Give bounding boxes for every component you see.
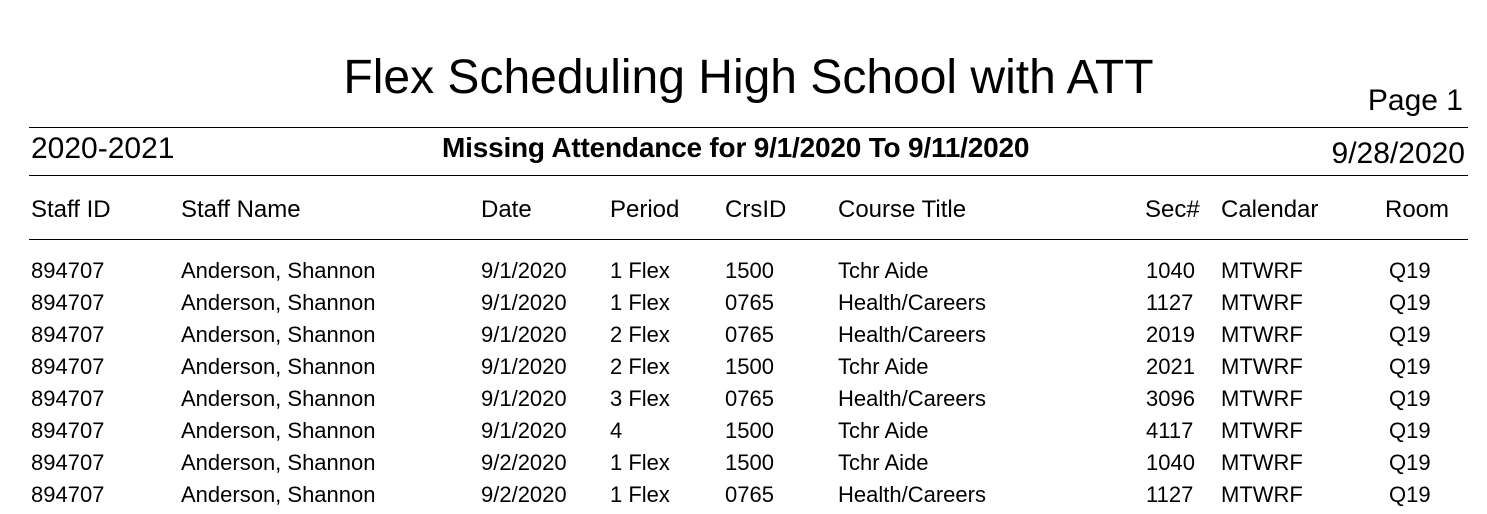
cell-staff-name: Anderson, Shannon — [181, 354, 376, 379]
cell-period: 2 Flex — [610, 322, 670, 347]
cell-room: Q19 — [1389, 482, 1431, 507]
cell-staff-name: Anderson, Shannon — [181, 290, 376, 315]
cell-sec: 2021 — [1146, 354, 1195, 379]
cell-date: 9/1/2020 — [481, 354, 567, 379]
cell-crsid: 0765 — [725, 290, 774, 315]
cell-room: Q19 — [1389, 258, 1431, 283]
cell-date: 9/1/2020 — [481, 322, 567, 347]
cell-date: 9/1/2020 — [481, 418, 567, 443]
cell-staff-name: Anderson, Shannon — [181, 258, 376, 283]
cell-course-title: Tchr Aide — [838, 258, 929, 283]
table-row — [0, 481, 1487, 513]
cell-calendar: MTWRF — [1221, 386, 1303, 411]
cell-crsid: 1500 — [725, 418, 774, 443]
report-title: Flex Scheduling High School with ATT — [343, 51, 1154, 104]
cell-course-title: Tchr Aide — [838, 354, 929, 379]
cell-course-title: Tchr Aide — [838, 450, 929, 475]
cell-staff-name: Anderson, Shannon — [181, 386, 376, 411]
table-row — [0, 353, 1487, 385]
column-header-staff-name: Staff Name — [181, 196, 301, 223]
table-row — [0, 289, 1487, 321]
column-header-sec: Sec# — [1145, 196, 1200, 223]
cell-staff-name: Anderson, Shannon — [181, 450, 376, 475]
cell-staff-id: 894707 — [31, 258, 105, 283]
cell-course-title: Health/Careers — [838, 322, 986, 347]
cell-staff-id: 894707 — [31, 354, 105, 379]
cell-sec: 1040 — [1146, 258, 1195, 283]
table-row — [0, 385, 1487, 417]
cell-calendar: MTWRF — [1221, 290, 1303, 315]
cell-room: Q19 — [1389, 450, 1431, 475]
page-number: Page 1 — [1367, 84, 1463, 117]
column-header-period: Period — [610, 196, 680, 223]
column-header-calendar: Calendar — [1221, 196, 1319, 223]
cell-period: 1 Flex — [610, 482, 670, 507]
header-divider-middle — [29, 175, 1468, 176]
table-row — [0, 321, 1487, 353]
cell-calendar: MTWRF — [1221, 354, 1303, 379]
cell-crsid: 1500 — [725, 258, 774, 283]
cell-period: 1 Flex — [610, 258, 670, 283]
cell-period: 4 — [610, 418, 623, 443]
cell-staff-id: 894707 — [31, 450, 105, 475]
cell-room: Q19 — [1389, 418, 1431, 443]
cell-date: 9/2/2020 — [481, 450, 567, 475]
cell-crsid: 0765 — [725, 322, 774, 347]
column-header-row — [0, 196, 1487, 226]
column-header-room: Room — [1385, 196, 1450, 223]
cell-staff-id: 894707 — [31, 418, 105, 443]
cell-room: Q19 — [1389, 290, 1431, 315]
column-header-date: Date — [481, 196, 532, 223]
column-header-staff-id: Staff ID — [31, 196, 111, 223]
cell-period: 2 Flex — [610, 354, 670, 379]
cell-sec: 1040 — [1146, 450, 1195, 475]
table-row — [0, 257, 1487, 289]
school-year: 2020-2021 — [31, 132, 175, 165]
cell-staff-id: 894707 — [31, 322, 105, 347]
cell-date: 9/1/2020 — [481, 386, 567, 411]
cell-crsid: 0765 — [725, 386, 774, 411]
cell-sec: 4117 — [1146, 418, 1194, 443]
cell-sec: 1127 — [1146, 482, 1194, 507]
cell-sec: 3096 — [1146, 386, 1195, 411]
cell-period: 1 Flex — [610, 450, 670, 475]
cell-staff-name: Anderson, Shannon — [181, 482, 376, 507]
attendance-table-body — [0, 257, 1487, 513]
run-date: 9/28/2020 — [1331, 137, 1465, 170]
cell-date: 9/2/2020 — [481, 482, 567, 507]
cell-date: 9/1/2020 — [481, 258, 567, 283]
cell-course-title: Health/Careers — [838, 482, 986, 507]
cell-date: 9/1/2020 — [481, 290, 567, 315]
cell-period: 3 Flex — [610, 386, 670, 411]
report-subtitle: Missing Attendance for 9/1/2020 To 9/11/2020 — [442, 132, 1030, 163]
cell-staff-id: 894707 — [31, 482, 105, 507]
cell-crsid: 1500 — [725, 354, 774, 379]
cell-staff-name: Anderson, Shannon — [181, 322, 376, 347]
cell-room: Q19 — [1389, 322, 1431, 347]
column-header-crsid: CrsID — [725, 196, 787, 223]
table-row — [0, 449, 1487, 481]
cell-sec: 2019 — [1146, 322, 1195, 347]
cell-calendar: MTWRF — [1221, 258, 1303, 283]
cell-course-title: Health/Careers — [838, 290, 986, 315]
cell-course-title: Tchr Aide — [838, 418, 929, 443]
cell-room: Q19 — [1389, 386, 1431, 411]
column-header-course-title: Course Title — [838, 196, 967, 223]
table-row — [0, 417, 1487, 449]
cell-calendar: MTWRF — [1221, 322, 1303, 347]
cell-staff-id: 894707 — [31, 386, 105, 411]
cell-calendar: MTWRF — [1221, 450, 1303, 475]
cell-crsid: 1500 — [725, 450, 774, 475]
cell-crsid: 0765 — [725, 482, 774, 507]
cell-staff-name: Anderson, Shannon — [181, 418, 376, 443]
cell-period: 1 Flex — [610, 290, 670, 315]
column-header-divider — [29, 239, 1468, 240]
cell-sec: 1127 — [1146, 290, 1194, 315]
header-divider-top — [29, 127, 1468, 128]
cell-course-title: Health/Careers — [838, 386, 986, 411]
cell-room: Q19 — [1389, 354, 1431, 379]
cell-calendar: MTWRF — [1221, 482, 1303, 507]
cell-calendar: MTWRF — [1221, 418, 1303, 443]
cell-staff-id: 894707 — [31, 290, 105, 315]
